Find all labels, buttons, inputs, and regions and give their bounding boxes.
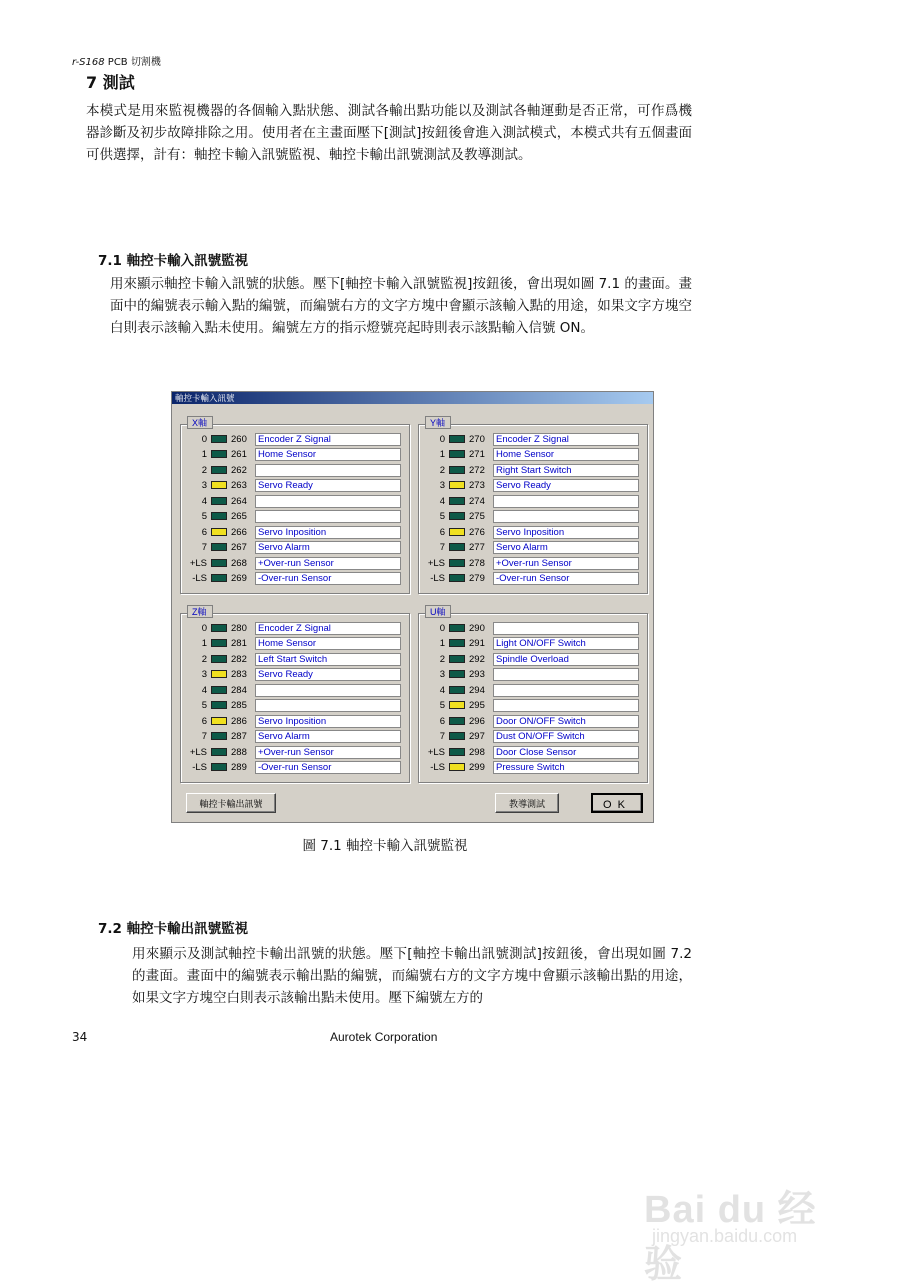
input-row	[419, 463, 647, 478]
indicator-led-icon	[449, 748, 465, 756]
axis-group	[180, 607, 410, 783]
input-description	[493, 510, 639, 523]
input-label: 6	[439, 715, 445, 727]
indicator-led-icon	[449, 686, 465, 694]
input-row	[181, 714, 409, 729]
indicator-led-icon	[211, 748, 227, 756]
input-label: 4	[201, 495, 207, 507]
input-row	[419, 729, 647, 744]
axis-group	[418, 418, 648, 594]
input-number: 295	[469, 700, 485, 712]
indicator-led-icon	[449, 701, 465, 709]
input-number: 271	[469, 449, 485, 461]
input-label: 0	[201, 623, 207, 634]
input-description: Encoder Z Signal	[493, 433, 639, 446]
input-row	[181, 621, 409, 636]
page-header	[72, 53, 161, 68]
input-description: Spindle Overload	[493, 653, 639, 666]
input-number: 299	[469, 762, 485, 774]
indicator-led-icon	[211, 624, 227, 632]
input-number: 287	[231, 731, 247, 743]
input-description: Servo Alarm	[493, 541, 639, 554]
axis-group-title: Z軸	[187, 605, 213, 618]
indicator-led-icon	[211, 512, 227, 520]
input-label: +LS	[427, 557, 445, 569]
ok-button[interactable]	[591, 793, 643, 813]
input-description: Servo Alarm	[255, 730, 401, 743]
input-row	[181, 698, 409, 713]
input-row	[419, 652, 647, 667]
input-label: 6	[439, 526, 445, 538]
indicator-led-icon	[211, 574, 227, 582]
input-number: 291	[469, 638, 485, 650]
indicator-led-icon	[211, 655, 227, 663]
input-number: 262	[231, 464, 247, 476]
input-description: Servo Inposition	[493, 526, 639, 539]
input-label: 6	[201, 526, 207, 538]
input-description: Home Sensor	[493, 448, 639, 461]
output-signal-button-label: 軸控卡輸出訊號	[199, 799, 263, 809]
input-description: Servo Ready	[255, 479, 401, 492]
indicator-led-icon	[449, 624, 465, 632]
figure-caption: 圖 7.1 軸控卡輸入訊號監視	[302, 838, 468, 854]
input-description: Servo Ready	[493, 479, 639, 492]
indicator-led-icon	[211, 717, 227, 725]
input-label: 3	[201, 480, 207, 492]
input-number: 275	[469, 511, 485, 523]
input-description	[255, 495, 401, 508]
axis-group-title: Y軸	[425, 416, 451, 429]
input-number: 281	[231, 638, 247, 650]
indicator-led-icon	[449, 732, 465, 740]
input-label: 0	[201, 434, 207, 445]
indicator-led-icon	[211, 450, 227, 458]
input-number: 272	[469, 464, 485, 476]
indicator-led-icon	[449, 543, 465, 551]
input-row	[181, 667, 409, 682]
input-label: 5	[439, 511, 445, 523]
indicator-led-icon	[211, 435, 227, 443]
input-row	[181, 760, 409, 775]
input-number: 264	[231, 495, 247, 507]
input-description	[255, 464, 401, 477]
watermark-url: jingyan.baidu.com	[652, 1226, 798, 1246]
input-row	[419, 714, 647, 729]
input-description: +Over-run Sensor	[255, 557, 401, 570]
input-description	[255, 510, 401, 523]
input-row	[181, 447, 409, 462]
input-number: 279	[469, 573, 485, 585]
input-number: 278	[469, 557, 485, 569]
input-number: 267	[231, 542, 247, 554]
input-description: Door Close Sensor	[493, 746, 639, 759]
indicator-led-icon	[211, 670, 227, 678]
input-number: 266	[231, 526, 247, 538]
input-description: -Over-run Sensor	[255, 572, 401, 585]
input-label: 3	[439, 480, 445, 492]
input-row	[419, 478, 647, 493]
indicator-led-icon	[211, 543, 227, 551]
input-row	[419, 667, 647, 682]
input-number: 268	[231, 557, 247, 569]
input-row	[419, 621, 647, 636]
input-description	[493, 668, 639, 681]
indicator-led-icon	[449, 559, 465, 567]
input-label: 5	[439, 700, 445, 712]
input-label: -LS	[192, 573, 207, 585]
watermark	[636, 1160, 846, 1286]
input-description: -Over-run Sensor	[255, 761, 401, 774]
indicator-led-icon	[211, 639, 227, 647]
input-label: 0	[439, 434, 445, 445]
input-description	[493, 622, 639, 635]
input-label: +LS	[189, 557, 207, 569]
input-number: 273	[469, 480, 485, 492]
input-row	[419, 447, 647, 462]
input-row	[419, 556, 647, 571]
indicator-led-icon	[211, 497, 227, 505]
input-row	[181, 478, 409, 493]
input-row	[181, 745, 409, 760]
indicator-led-icon	[449, 574, 465, 582]
input-label: 2	[439, 653, 445, 665]
input-row	[181, 509, 409, 524]
indicator-led-icon	[211, 528, 227, 536]
footer-company: Aurotek Corporation	[330, 1030, 438, 1044]
input-row	[419, 683, 647, 698]
input-row	[181, 636, 409, 651]
indicator-led-icon	[211, 559, 227, 567]
input-row	[181, 683, 409, 698]
indicator-led-icon	[449, 435, 465, 443]
teach-test-button[interactable]	[495, 793, 559, 813]
input-description: +Over-run Sensor	[493, 557, 639, 570]
subsection-7-1-title: 7.1 軸控卡輸入訊號監視	[98, 253, 249, 269]
input-description: Encoder Z Signal	[255, 433, 401, 446]
input-row	[419, 509, 647, 524]
axis-group	[418, 607, 648, 783]
input-row	[181, 463, 409, 478]
input-number: 282	[231, 653, 247, 665]
indicator-led-icon	[449, 466, 465, 474]
input-label: 2	[201, 653, 207, 665]
input-number: 260	[231, 434, 247, 445]
input-row	[181, 652, 409, 667]
input-number: 269	[231, 573, 247, 585]
axis-group	[180, 418, 410, 594]
input-row	[419, 745, 647, 760]
input-label: 0	[439, 623, 445, 634]
indicator-led-icon	[449, 763, 465, 771]
input-description: Servo Ready	[255, 668, 401, 681]
page-number: 34	[72, 1030, 88, 1044]
input-row	[181, 540, 409, 555]
input-label: 1	[439, 638, 445, 650]
input-number: 284	[231, 684, 247, 696]
input-number: 276	[469, 526, 485, 538]
input-number: 285	[231, 700, 247, 712]
input-row	[181, 494, 409, 509]
axis-group-title: X軸	[187, 416, 213, 429]
model-name: r-S168	[72, 57, 105, 68]
indicator-led-icon	[211, 686, 227, 694]
input-label: 5	[201, 700, 207, 712]
input-number: 283	[231, 669, 247, 681]
input-number: 263	[231, 480, 247, 492]
input-row	[419, 760, 647, 775]
input-label: 4	[439, 684, 445, 696]
input-description: Home Sensor	[255, 637, 401, 650]
input-label: 7	[439, 731, 445, 743]
input-label: -LS	[430, 762, 445, 774]
input-label: 3	[439, 669, 445, 681]
subsection-7-2-title: 7.2 軸控卡輸出訊號監視	[98, 921, 249, 937]
input-label: 2	[201, 464, 207, 476]
indicator-led-icon	[211, 701, 227, 709]
input-number: 290	[469, 623, 485, 634]
input-label: +LS	[427, 746, 445, 758]
input-row	[419, 494, 647, 509]
input-description: +Over-run Sensor	[255, 746, 401, 759]
input-label: 1	[201, 449, 207, 461]
input-label: 4	[201, 684, 207, 696]
input-description	[493, 495, 639, 508]
input-number: 293	[469, 669, 485, 681]
ok-button-label: OK	[603, 799, 631, 811]
input-label: 3	[201, 669, 207, 681]
input-number: 294	[469, 684, 485, 696]
indicator-led-icon	[211, 466, 227, 474]
input-description: Home Sensor	[255, 448, 401, 461]
input-number: 274	[469, 495, 485, 507]
indicator-led-icon	[449, 450, 465, 458]
window-titlebar: 軸控卡輸入訊號	[172, 392, 653, 404]
input-number: 265	[231, 511, 247, 523]
indicator-led-icon	[211, 732, 227, 740]
input-row	[419, 525, 647, 540]
input-label: +LS	[189, 746, 207, 758]
input-number: 292	[469, 653, 485, 665]
subsection-7-1-body: 用來顯示軸控卡輸入訊號的狀態。壓下[軸控卡輸入訊號監視]按鈕後，會出現如圖 7.1 的畫面。畫面中的編號表示輸入點的編號，而編號右方的文字方塊中會顯示該輸入點的用途，如果文字方塊空白則表示該輸入點未使用。編號左方的指示燈號亮起時則表示該點輸入信號 ON。	[110, 276, 692, 336]
input-label: 1	[201, 638, 207, 650]
input-label: -LS	[192, 762, 207, 774]
input-label: 5	[201, 511, 207, 523]
doc-title: PCB 切割機	[107, 57, 161, 68]
input-description: Light ON/OFF Switch	[493, 637, 639, 650]
input-number: 277	[469, 542, 485, 554]
section-title: 7 測試	[86, 73, 135, 92]
indicator-led-icon	[449, 717, 465, 725]
input-row	[181, 729, 409, 744]
axis-group-title: U軸	[425, 605, 451, 618]
input-label: 1	[439, 449, 445, 461]
input-number: 270	[469, 434, 485, 445]
input-row	[181, 556, 409, 571]
input-number: 261	[231, 449, 247, 461]
input-row	[181, 432, 409, 447]
indicator-led-icon	[211, 763, 227, 771]
input-description	[255, 699, 401, 712]
input-description: Servo Inposition	[255, 715, 401, 728]
input-description: Left Start Switch	[255, 653, 401, 666]
input-description: Door ON/OFF Switch	[493, 715, 639, 728]
input-label: 4	[439, 495, 445, 507]
input-monitor-window	[171, 391, 654, 823]
input-description: Servo Alarm	[255, 541, 401, 554]
input-label: 7	[201, 542, 207, 554]
input-description: -Over-run Sensor	[493, 572, 639, 585]
indicator-led-icon	[449, 528, 465, 536]
indicator-led-icon	[211, 481, 227, 489]
indicator-led-icon	[449, 512, 465, 520]
input-description: Pressure Switch	[493, 761, 639, 774]
input-label: 6	[201, 715, 207, 727]
input-description: Right Start Switch	[493, 464, 639, 477]
indicator-led-icon	[449, 481, 465, 489]
input-row	[419, 698, 647, 713]
input-number: 289	[231, 762, 247, 774]
teach-test-button-label: 教導測試	[508, 799, 545, 809]
input-row	[181, 571, 409, 586]
input-label: -LS	[430, 573, 445, 585]
input-number: 280	[231, 623, 247, 634]
input-number: 288	[231, 746, 247, 758]
input-label: 7	[201, 731, 207, 743]
input-description: Dust ON/OFF Switch	[493, 730, 639, 743]
input-number: 296	[469, 715, 485, 727]
input-row	[419, 432, 647, 447]
input-description: Encoder Z Signal	[255, 622, 401, 635]
section-intro: 本模式是用來監視機器的各個輸入點狀態、測試各輸出點功能以及測試各軸運動是否正常，可作爲機器診斷及初步故障排除之用。使用者在主畫面壓下[測試]按鈕後會進入測試模式，本模式共有五個畫面可供選擇，計有：軸控卡輸入訊號監視、軸控卡輸出訊號測試及教導測試。	[86, 103, 692, 163]
input-number: 286	[231, 715, 247, 727]
input-row	[419, 540, 647, 555]
input-row	[419, 571, 647, 586]
input-description	[493, 699, 639, 712]
input-description	[255, 684, 401, 697]
indicator-led-icon	[449, 639, 465, 647]
indicator-led-icon	[449, 497, 465, 505]
input-label: 7	[439, 542, 445, 554]
subsection-7-2-body: 用來顯示及測試軸控卡輸出訊號的狀態。壓下[軸控卡輸出訊號測試]按鈕後，會出現如圖 7.2 的畫面。畫面中的編號表示輸出點的編號，而編號右方的文字方塊中會顯示該輸出點的用途，如果文字方塊空白則表示該輸出點未使用。壓下編號左方的	[132, 946, 692, 1006]
input-label: 2	[439, 464, 445, 476]
indicator-led-icon	[449, 670, 465, 678]
watermark-logo: Bai du 经验	[644, 1189, 817, 1286]
input-number: 298	[469, 746, 485, 758]
input-number: 297	[469, 731, 485, 743]
input-description: Servo Inposition	[255, 526, 401, 539]
input-row	[419, 636, 647, 651]
input-row	[181, 525, 409, 540]
indicator-led-icon	[449, 655, 465, 663]
input-description	[493, 684, 639, 697]
output-signal-button[interactable]	[186, 793, 276, 813]
